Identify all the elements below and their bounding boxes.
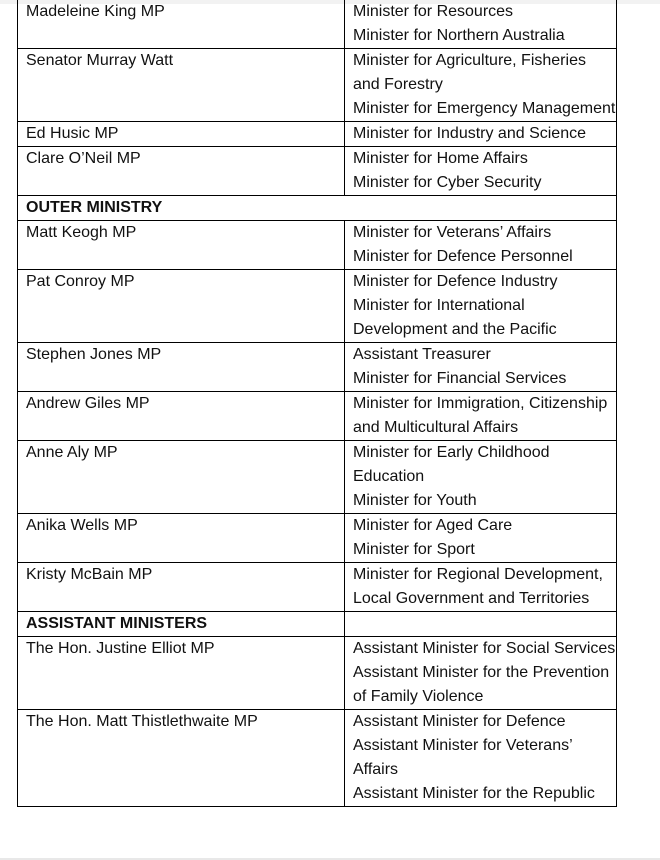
member-portfolios bbox=[345, 270, 617, 343]
member-name: The Hon. Matt Thistlethwaite MP bbox=[18, 710, 345, 807]
member-portfolios bbox=[345, 563, 617, 612]
portfolio-title: Assistant Minister for Defence bbox=[353, 713, 566, 730]
portfolio-title: Minister for Regional Development, Local Government and Territories bbox=[353, 566, 603, 607]
portfolio-title: Minister for Immigration, Citizenship and Multicultural Affairs bbox=[353, 395, 608, 436]
member-row bbox=[18, 441, 617, 514]
portfolio-title: Minister for Cyber Security bbox=[353, 174, 542, 191]
member-portfolios bbox=[345, 0, 617, 49]
member-name: Clare O’Neil MP bbox=[18, 147, 345, 196]
portfolio-title: Assistant Minister for the Prevention of Family Violence bbox=[353, 664, 610, 705]
member-name: Madeleine King MP bbox=[18, 0, 345, 49]
member-name: Stephen Jones MP bbox=[18, 343, 345, 392]
member-portfolios bbox=[345, 514, 617, 563]
member-name: Pat Conroy MP bbox=[18, 270, 345, 343]
portfolio-title: Assistant Minister for Social Services bbox=[353, 640, 616, 657]
portfolio-title: Minister for Agriculture, Fisheries and Forestry bbox=[353, 52, 586, 93]
member-row bbox=[18, 147, 617, 196]
member-portfolios bbox=[345, 637, 617, 710]
portfolio-title: Minister for Defence Personnel bbox=[353, 248, 573, 265]
portfolio-title: Minister for Youth bbox=[353, 492, 477, 509]
section-heading-empty-cell bbox=[345, 612, 617, 637]
portfolio-title: Minister for International Development and the Pacific bbox=[353, 297, 557, 338]
portfolio-title: Minister for Aged Care bbox=[353, 517, 513, 534]
ministry-table-body bbox=[18, 0, 617, 807]
member-portfolios bbox=[345, 147, 617, 196]
portfolio-title: Assistant Minister for Veterans’ Affairs bbox=[353, 737, 573, 778]
member-row bbox=[18, 270, 617, 343]
member-portfolios bbox=[345, 221, 617, 270]
member-name: Anne Aly MP bbox=[18, 441, 345, 514]
portfolio-title: Minister for Early Childhood Education bbox=[353, 444, 550, 485]
section-heading: OUTER MINISTRY bbox=[18, 196, 617, 221]
portfolio-title: Assistant Minister for the Republic bbox=[353, 785, 595, 802]
member-row bbox=[18, 637, 617, 710]
ministry-table bbox=[17, 0, 617, 807]
member-name: Senator Murray Watt bbox=[18, 49, 345, 122]
portfolio-title: Minister for Emergency Management bbox=[353, 100, 616, 117]
member-portfolios bbox=[345, 710, 617, 807]
section-header-row bbox=[18, 612, 617, 637]
member-portfolios bbox=[345, 392, 617, 441]
portfolio-title: Minister for Sport bbox=[353, 541, 475, 558]
member-name: The Hon. Justine Elliot MP bbox=[18, 637, 345, 710]
portfolio-title: Minister for Northern Australia bbox=[353, 27, 565, 44]
portfolio-title: Assistant Treasurer bbox=[353, 346, 491, 363]
member-name: Kristy McBain MP bbox=[18, 563, 345, 612]
member-row bbox=[18, 0, 617, 49]
member-row bbox=[18, 49, 617, 122]
member-name: Ed Husic MP bbox=[18, 122, 345, 147]
member-row bbox=[18, 563, 617, 612]
section-header-row bbox=[18, 196, 617, 221]
portfolio-title: Minister for Defence Industry bbox=[353, 273, 558, 290]
member-row bbox=[18, 710, 617, 807]
member-name: Anika Wells MP bbox=[18, 514, 345, 563]
portfolio-title: Minister for Industry and Science bbox=[353, 125, 586, 142]
portfolio-title: Minister for Veterans’ Affairs bbox=[353, 224, 552, 241]
portfolio-title: Minister for Resources bbox=[353, 3, 514, 20]
member-portfolios bbox=[345, 343, 617, 392]
member-row bbox=[18, 122, 617, 147]
member-portfolios bbox=[345, 49, 617, 122]
section-heading: ASSISTANT MINISTERS bbox=[18, 612, 345, 637]
portfolio-title: Minister for Financial Services bbox=[353, 370, 567, 387]
member-row bbox=[18, 343, 617, 392]
member-portfolios bbox=[345, 122, 617, 147]
member-name: Matt Keogh MP bbox=[18, 221, 345, 270]
member-row bbox=[18, 221, 617, 270]
portfolio-title: Minister for Home Affairs bbox=[353, 150, 528, 167]
member-portfolios bbox=[345, 441, 617, 514]
member-row bbox=[18, 514, 617, 563]
member-name: Andrew Giles MP bbox=[18, 392, 345, 441]
member-row bbox=[18, 392, 617, 441]
